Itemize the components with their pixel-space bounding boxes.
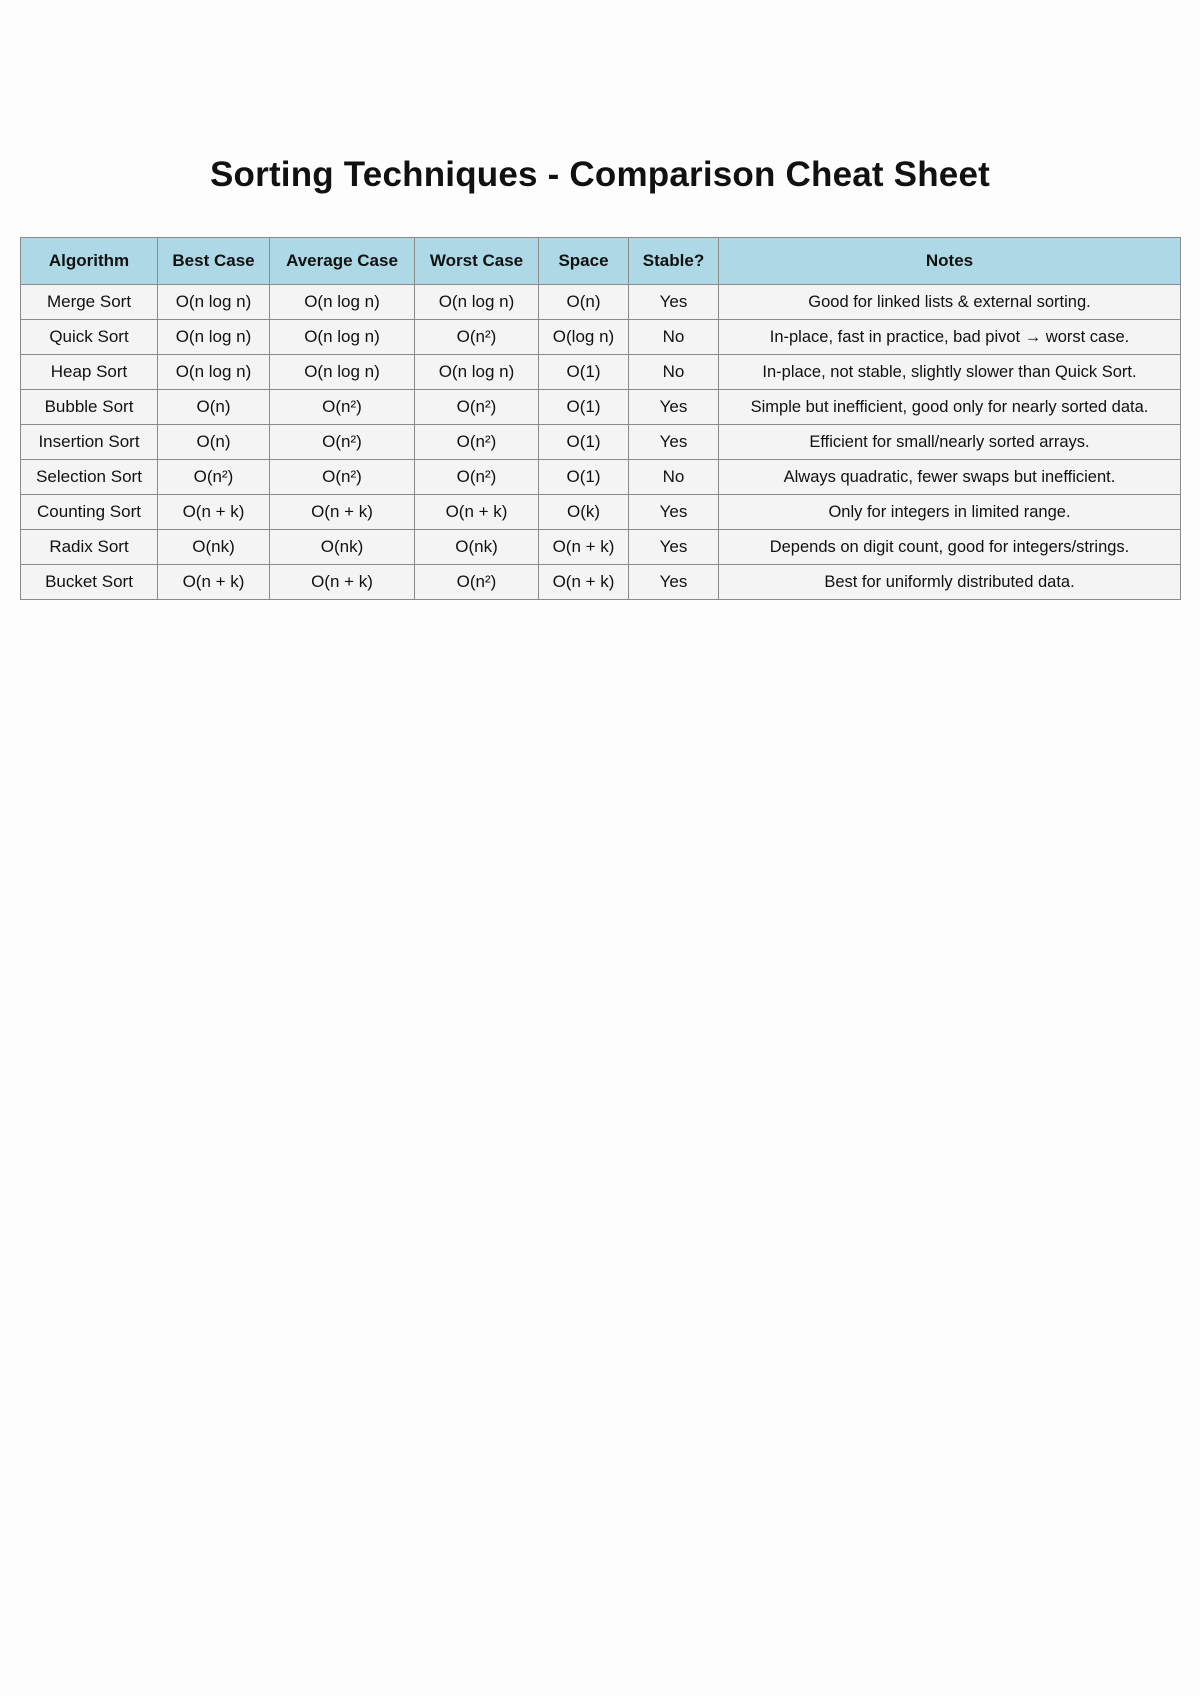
worst-case-cell: O(n²) [415, 460, 539, 495]
table-row [21, 530, 1181, 565]
notes-cell: In-place, not stable, slightly slower than Quick Sort. [719, 355, 1181, 390]
best-case-cell: O(n) [158, 390, 270, 425]
algorithm-cell: Merge Sort [21, 285, 158, 320]
header-stable: Stable? [629, 238, 719, 285]
notes-cell: Best for uniformly distributed data. [719, 565, 1181, 600]
worst-case-cell: O(n²) [415, 565, 539, 600]
space-cell: O(1) [539, 425, 629, 460]
best-case-cell: O(n) [158, 425, 270, 460]
stable-cell: No [629, 460, 719, 495]
average-case-cell: O(n²) [270, 460, 415, 495]
space-cell: O(n + k) [539, 565, 629, 600]
worst-case-cell: O(n log n) [415, 285, 539, 320]
worst-case-cell: O(n²) [415, 425, 539, 460]
stable-cell: No [629, 355, 719, 390]
average-case-cell: O(n + k) [270, 565, 415, 600]
average-case-cell: O(n log n) [270, 285, 415, 320]
algorithm-cell: Bubble Sort [21, 390, 158, 425]
algorithm-cell: Bucket Sort [21, 565, 158, 600]
algorithm-cell: Heap Sort [21, 355, 158, 390]
header-best-case: Best Case [158, 238, 270, 285]
notes-cell: Depends on digit count, good for integers/strings. [719, 530, 1181, 565]
comparison-table [20, 237, 1181, 600]
table-header-row [21, 238, 1181, 285]
algorithm-cell: Counting Sort [21, 495, 158, 530]
space-cell: O(n) [539, 285, 629, 320]
header-space: Space [539, 238, 629, 285]
header-notes: Notes [719, 238, 1181, 285]
average-case-cell: O(n log n) [270, 355, 415, 390]
space-cell: O(n + k) [539, 530, 629, 565]
table-row [21, 425, 1181, 460]
algorithm-cell: Quick Sort [21, 320, 158, 355]
best-case-cell: O(n log n) [158, 320, 270, 355]
space-cell: O(log n) [539, 320, 629, 355]
table-row [21, 355, 1181, 390]
page-title: Sorting Techniques - Comparison Cheat Sheet [210, 155, 990, 194]
stable-cell: Yes [629, 425, 719, 460]
notes-cell: Only for integers in limited range. [719, 495, 1181, 530]
best-case-cell: O(n log n) [158, 285, 270, 320]
stable-cell: Yes [629, 530, 719, 565]
header-algorithm: Algorithm [21, 238, 158, 285]
notes-cell: In-place, fast in practice, bad pivot → worst case. [719, 320, 1181, 355]
table-row [21, 460, 1181, 495]
header-average-case: Average Case [270, 238, 415, 285]
worst-case-cell: O(n log n) [415, 355, 539, 390]
average-case-cell: O(n²) [270, 425, 415, 460]
algorithm-cell: Radix Sort [21, 530, 158, 565]
table-row [21, 285, 1181, 320]
average-case-cell: O(n + k) [270, 495, 415, 530]
notes-cell: Efficient for small/nearly sorted arrays. [719, 425, 1181, 460]
notes-cell: Good for linked lists & external sorting. [719, 285, 1181, 320]
algorithm-cell: Selection Sort [21, 460, 158, 495]
stable-cell: Yes [629, 495, 719, 530]
worst-case-cell: O(n²) [415, 320, 539, 355]
best-case-cell: O(n + k) [158, 495, 270, 530]
stable-cell: Yes [629, 565, 719, 600]
best-case-cell: O(n log n) [158, 355, 270, 390]
table-row [21, 320, 1181, 355]
space-cell: O(1) [539, 355, 629, 390]
worst-case-cell: O(n + k) [415, 495, 539, 530]
algorithm-cell: Insertion Sort [21, 425, 158, 460]
average-case-cell: O(n log n) [270, 320, 415, 355]
best-case-cell: O(n + k) [158, 565, 270, 600]
notes-cell: Simple but inefficient, good only for nearly sorted data. [719, 390, 1181, 425]
space-cell: O(1) [539, 460, 629, 495]
average-case-cell: O(n²) [270, 390, 415, 425]
stable-cell: Yes [629, 390, 719, 425]
stable-cell: Yes [629, 285, 719, 320]
space-cell: O(k) [539, 495, 629, 530]
table-row [21, 390, 1181, 425]
worst-case-cell: O(n²) [415, 390, 539, 425]
space-cell: O(1) [539, 390, 629, 425]
best-case-cell: O(nk) [158, 530, 270, 565]
header-worst-case: Worst Case [415, 238, 539, 285]
table-row [21, 565, 1181, 600]
average-case-cell: O(nk) [270, 530, 415, 565]
table-row [21, 495, 1181, 530]
best-case-cell: O(n²) [158, 460, 270, 495]
worst-case-cell: O(nk) [415, 530, 539, 565]
stable-cell: No [629, 320, 719, 355]
notes-cell: Always quadratic, fewer swaps but inefficient. [719, 460, 1181, 495]
